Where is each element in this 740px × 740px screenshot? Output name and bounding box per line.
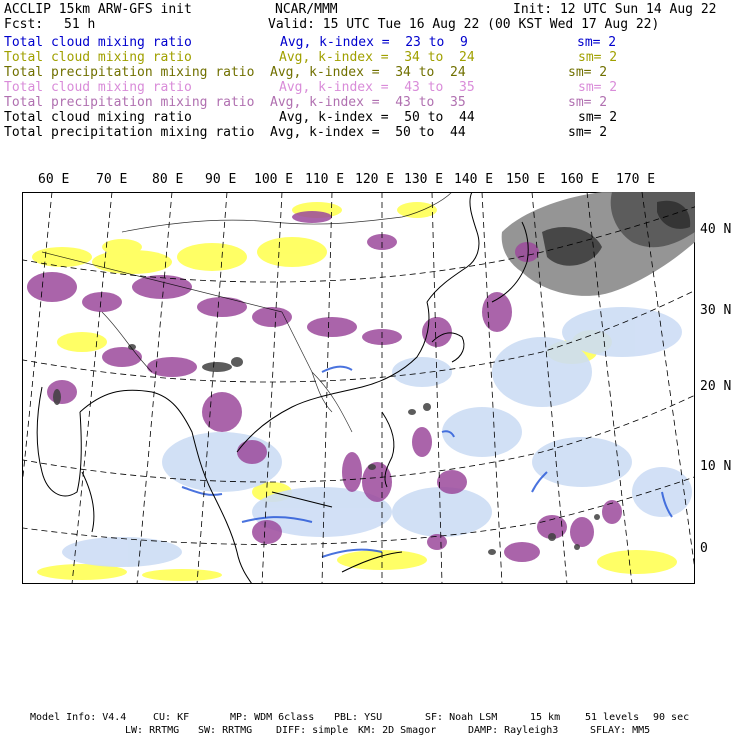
- footer-item: DIFF: simple: [276, 725, 349, 736]
- field-avg: Avg, k-index = 34 to 24: [279, 50, 475, 65]
- lon-label: 130 E: [404, 172, 444, 187]
- lon-label: 110 E: [305, 172, 345, 187]
- field-avg: Avg, k-index = 34 to 24: [270, 65, 466, 80]
- lat-label: 10 N: [700, 459, 732, 474]
- footer-item: CU: KF: [153, 712, 190, 723]
- lon-label: 140 E: [454, 172, 494, 187]
- field-sm: sm= 2: [578, 80, 618, 95]
- footer-item: KM: 2D Smagor: [358, 725, 437, 736]
- lat-label: 20 N: [700, 379, 732, 394]
- field-sm: sm= 2: [568, 125, 608, 140]
- field-sm: sm= 2: [577, 35, 617, 50]
- field-avg: Avg, k-index = 43 to 35: [270, 95, 466, 110]
- field-sm: sm= 2: [568, 65, 608, 80]
- footer-item: 90 sec: [653, 712, 690, 723]
- lon-label: 70 E: [96, 172, 128, 187]
- field-sm: sm= 2: [568, 95, 608, 110]
- field-sm: sm= 2: [578, 110, 618, 125]
- footer-item: DAMP: Rayleigh3: [468, 725, 559, 736]
- footer-item: SFLAY: MM5: [590, 725, 651, 736]
- model-title: ACCLIP 15km ARW-GFS init: [4, 2, 192, 17]
- lat-label: 40 N: [700, 222, 732, 237]
- footer-item: 51 levels: [585, 712, 640, 723]
- lon-label: 60 E: [38, 172, 70, 187]
- footer-item: Model Info: V4.4: [30, 712, 127, 723]
- lon-label: 120 E: [355, 172, 395, 187]
- lon-label: 150 E: [506, 172, 546, 187]
- field-name: Total precipitation mixing ratio: [4, 125, 255, 140]
- field-name: Total precipitation mixing ratio: [4, 65, 255, 80]
- footer-item: SF: Noah LSM: [425, 712, 498, 723]
- map-panel: [22, 192, 695, 584]
- init-time: Init: 12 UTC Sun 14 Aug 22: [513, 2, 717, 17]
- fcst-value: 51 h: [64, 17, 96, 32]
- lon-label: 100 E: [254, 172, 294, 187]
- field-sm: sm= 2: [578, 50, 618, 65]
- fcst-label: Fcst:: [4, 17, 44, 32]
- lon-label: 90 E: [205, 172, 237, 187]
- field-name: Total precipitation mixing ratio: [4, 95, 255, 110]
- org-label: NCAR/MMM: [275, 2, 338, 17]
- footer-item: PBL: YSU: [334, 712, 383, 723]
- footer-item: SW: RRTMG: [198, 725, 253, 736]
- field-name: Total cloud mixing ratio: [4, 110, 192, 125]
- field-name: Total cloud mixing ratio: [4, 35, 192, 50]
- field-name: Total cloud mixing ratio: [4, 80, 192, 95]
- field-avg: Avg, k-index = 50 to 44: [270, 125, 466, 140]
- field-avg: Avg, k-index = 50 to 44: [279, 110, 475, 125]
- lon-label: 160 E: [560, 172, 600, 187]
- valid-time: Valid: 15 UTC Tue 16 Aug 22 (00 KST Wed 17 Aug 22): [268, 17, 660, 32]
- footer-item: 15 km: [530, 712, 561, 723]
- lat-label: 30 N: [700, 303, 732, 318]
- footer-item: MP: WDM 6class: [230, 712, 315, 723]
- field-name: Total cloud mixing ratio: [4, 50, 192, 65]
- field-avg: Avg, k-index = 23 to 9: [280, 35, 468, 50]
- field-avg: Avg, k-index = 43 to 35: [279, 80, 475, 95]
- lat-label: 0: [700, 541, 708, 556]
- footer-item: LW: RRTMG: [125, 725, 180, 736]
- lon-label: 80 E: [152, 172, 184, 187]
- lon-label: 170 E: [616, 172, 656, 187]
